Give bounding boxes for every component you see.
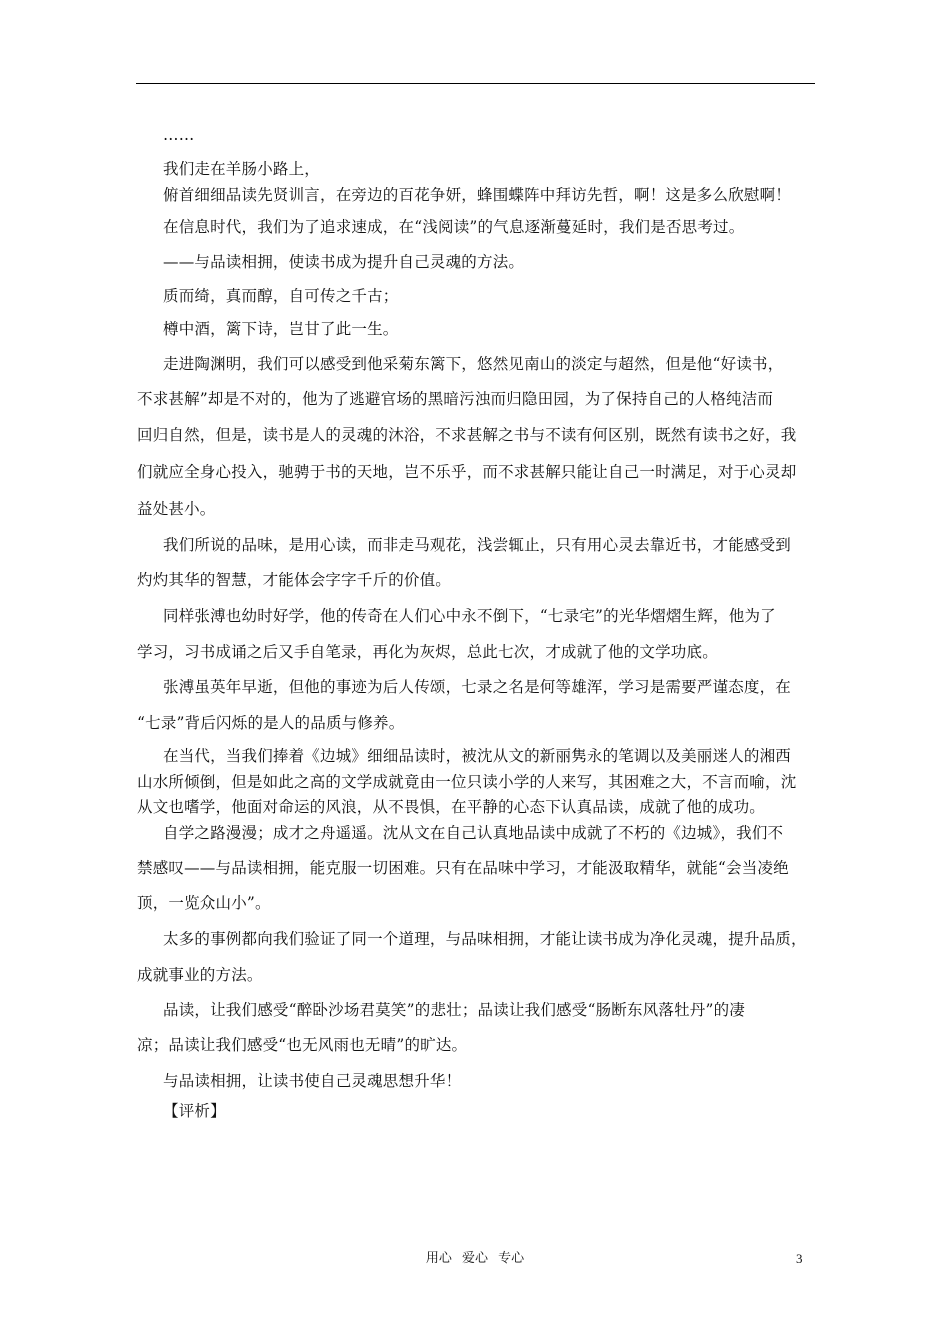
- text-line: 不求甚解”却是不对的，他为了逃避官场的黑暗污浊而归隐田园，为了保持自己的人格纯洁而: [137, 390, 774, 408]
- text-line: 凉；品读让我们感受“也无风雨也无晴”的旷达。: [137, 1036, 468, 1054]
- text-line: 灼灼其华的智慧，才能体会字字千斤的价值。: [137, 571, 452, 589]
- text-line: 回归自然，但是，读书是人的灵魂的沐浴，不求甚解之书与不读有何区别，既然有读书之好，我: [137, 426, 797, 444]
- ellipsis-line: ……: [163, 126, 195, 144]
- text-line: 益处甚小。: [137, 500, 216, 518]
- text-line: 在当代，当我们捧着《边城》细细品读时，被沈从文的新丽隽永的笔调以及美丽迷人的湘西: [163, 747, 792, 765]
- text-line: 学习，习书成诵之后又手自笔录，再化为灰烬，总此七次，才成就了他的文学功底。: [137, 643, 718, 661]
- header-rule: [136, 83, 815, 84]
- text-line: 从文也嗜学，他面对命运的风浪，从不畏惧，在平静的心态下认真品读，成就了他的成功。: [137, 798, 766, 816]
- text-line: 们就应全身心投入，驰骋于书的天地，岂不乐乎，而不求甚解只能让自己一时满足，对于心灵却: [137, 463, 797, 481]
- text-line: 我们所说的品味，是用心读，而非走马观花，浅尝辄止，只有用心灵去靠近书，才能感受到: [163, 536, 792, 554]
- text-line: 顶，一览众山小”。: [137, 894, 271, 912]
- text-line: 在信息时代，我们为了追求速成，在“浅阅读”的气息逐渐蔓延时，我们是否思考过。: [163, 218, 745, 236]
- text-line: 山水所倾倒，但是如此之高的文学成就竟由一位只读小学的人来写，其困难之大，不言而喻，沈: [137, 773, 797, 791]
- text-line: 质而绮，真而醇，自可传之千古；: [163, 287, 399, 305]
- text-line: 走进陶渊明，我们可以感受到他采菊东篱下，悠然见南山的淡定与超然，但是他“好读书，: [163, 355, 784, 373]
- text-line: 俯首细细品读先贤训言，在旁边的百花争妍，蜂围蝶阵中拜访先哲，啊！这是多么欣慰啊！: [163, 186, 792, 204]
- text-line: 与品读相拥，让读书使自己灵魂思想升华！: [163, 1072, 462, 1090]
- text-line: 品读，让我们感受“醉卧沙场君莫笑”的悲壮；品读让我们感受“肠断东风落牡丹”的凄: [163, 1001, 745, 1019]
- text-line: 太多的事例都向我们验证了同一个道理，与品味相拥，才能让读书成为净化灵魂，提升品质，: [163, 930, 807, 948]
- text-line: 樽中酒，篱下诗，岂甘了此一生。: [163, 320, 399, 338]
- text-line: ——与品读相拥，使读书成为提升自己灵魂的方法。: [163, 253, 525, 271]
- footer-motto: 用心 爱心 专心: [425, 1251, 525, 1266]
- page-number: 3: [796, 1251, 803, 1266]
- text-line: 同样张溥也幼时好学，他的传奇在人们心中永不倒下，“七录宅”的光华熠熠生辉，他为了: [163, 607, 776, 625]
- text-line: 张溥虽英年早逝，但他的事迹为后人传颂，七录之名是何等雄浑，学习是需要严谨态度，在: [163, 678, 792, 696]
- comment-heading: 【评析】: [163, 1102, 226, 1120]
- text-line: 禁感叹——与品读相拥，能克服一切困难。只有在品味中学习，才能汲取精华，就能“会当凌绝: [137, 859, 789, 877]
- text-line: 成就事业的方法。: [137, 966, 263, 984]
- text-line: “七录”背后闪烁的是人的品质与修养。: [137, 714, 405, 732]
- text-line: 我们走在羊肠小路上，: [163, 160, 321, 178]
- text-line: 自学之路漫漫；成才之舟遥遥。沈从文在自己认真地品读中成就了不朽的《边城》，我们不: [163, 824, 784, 842]
